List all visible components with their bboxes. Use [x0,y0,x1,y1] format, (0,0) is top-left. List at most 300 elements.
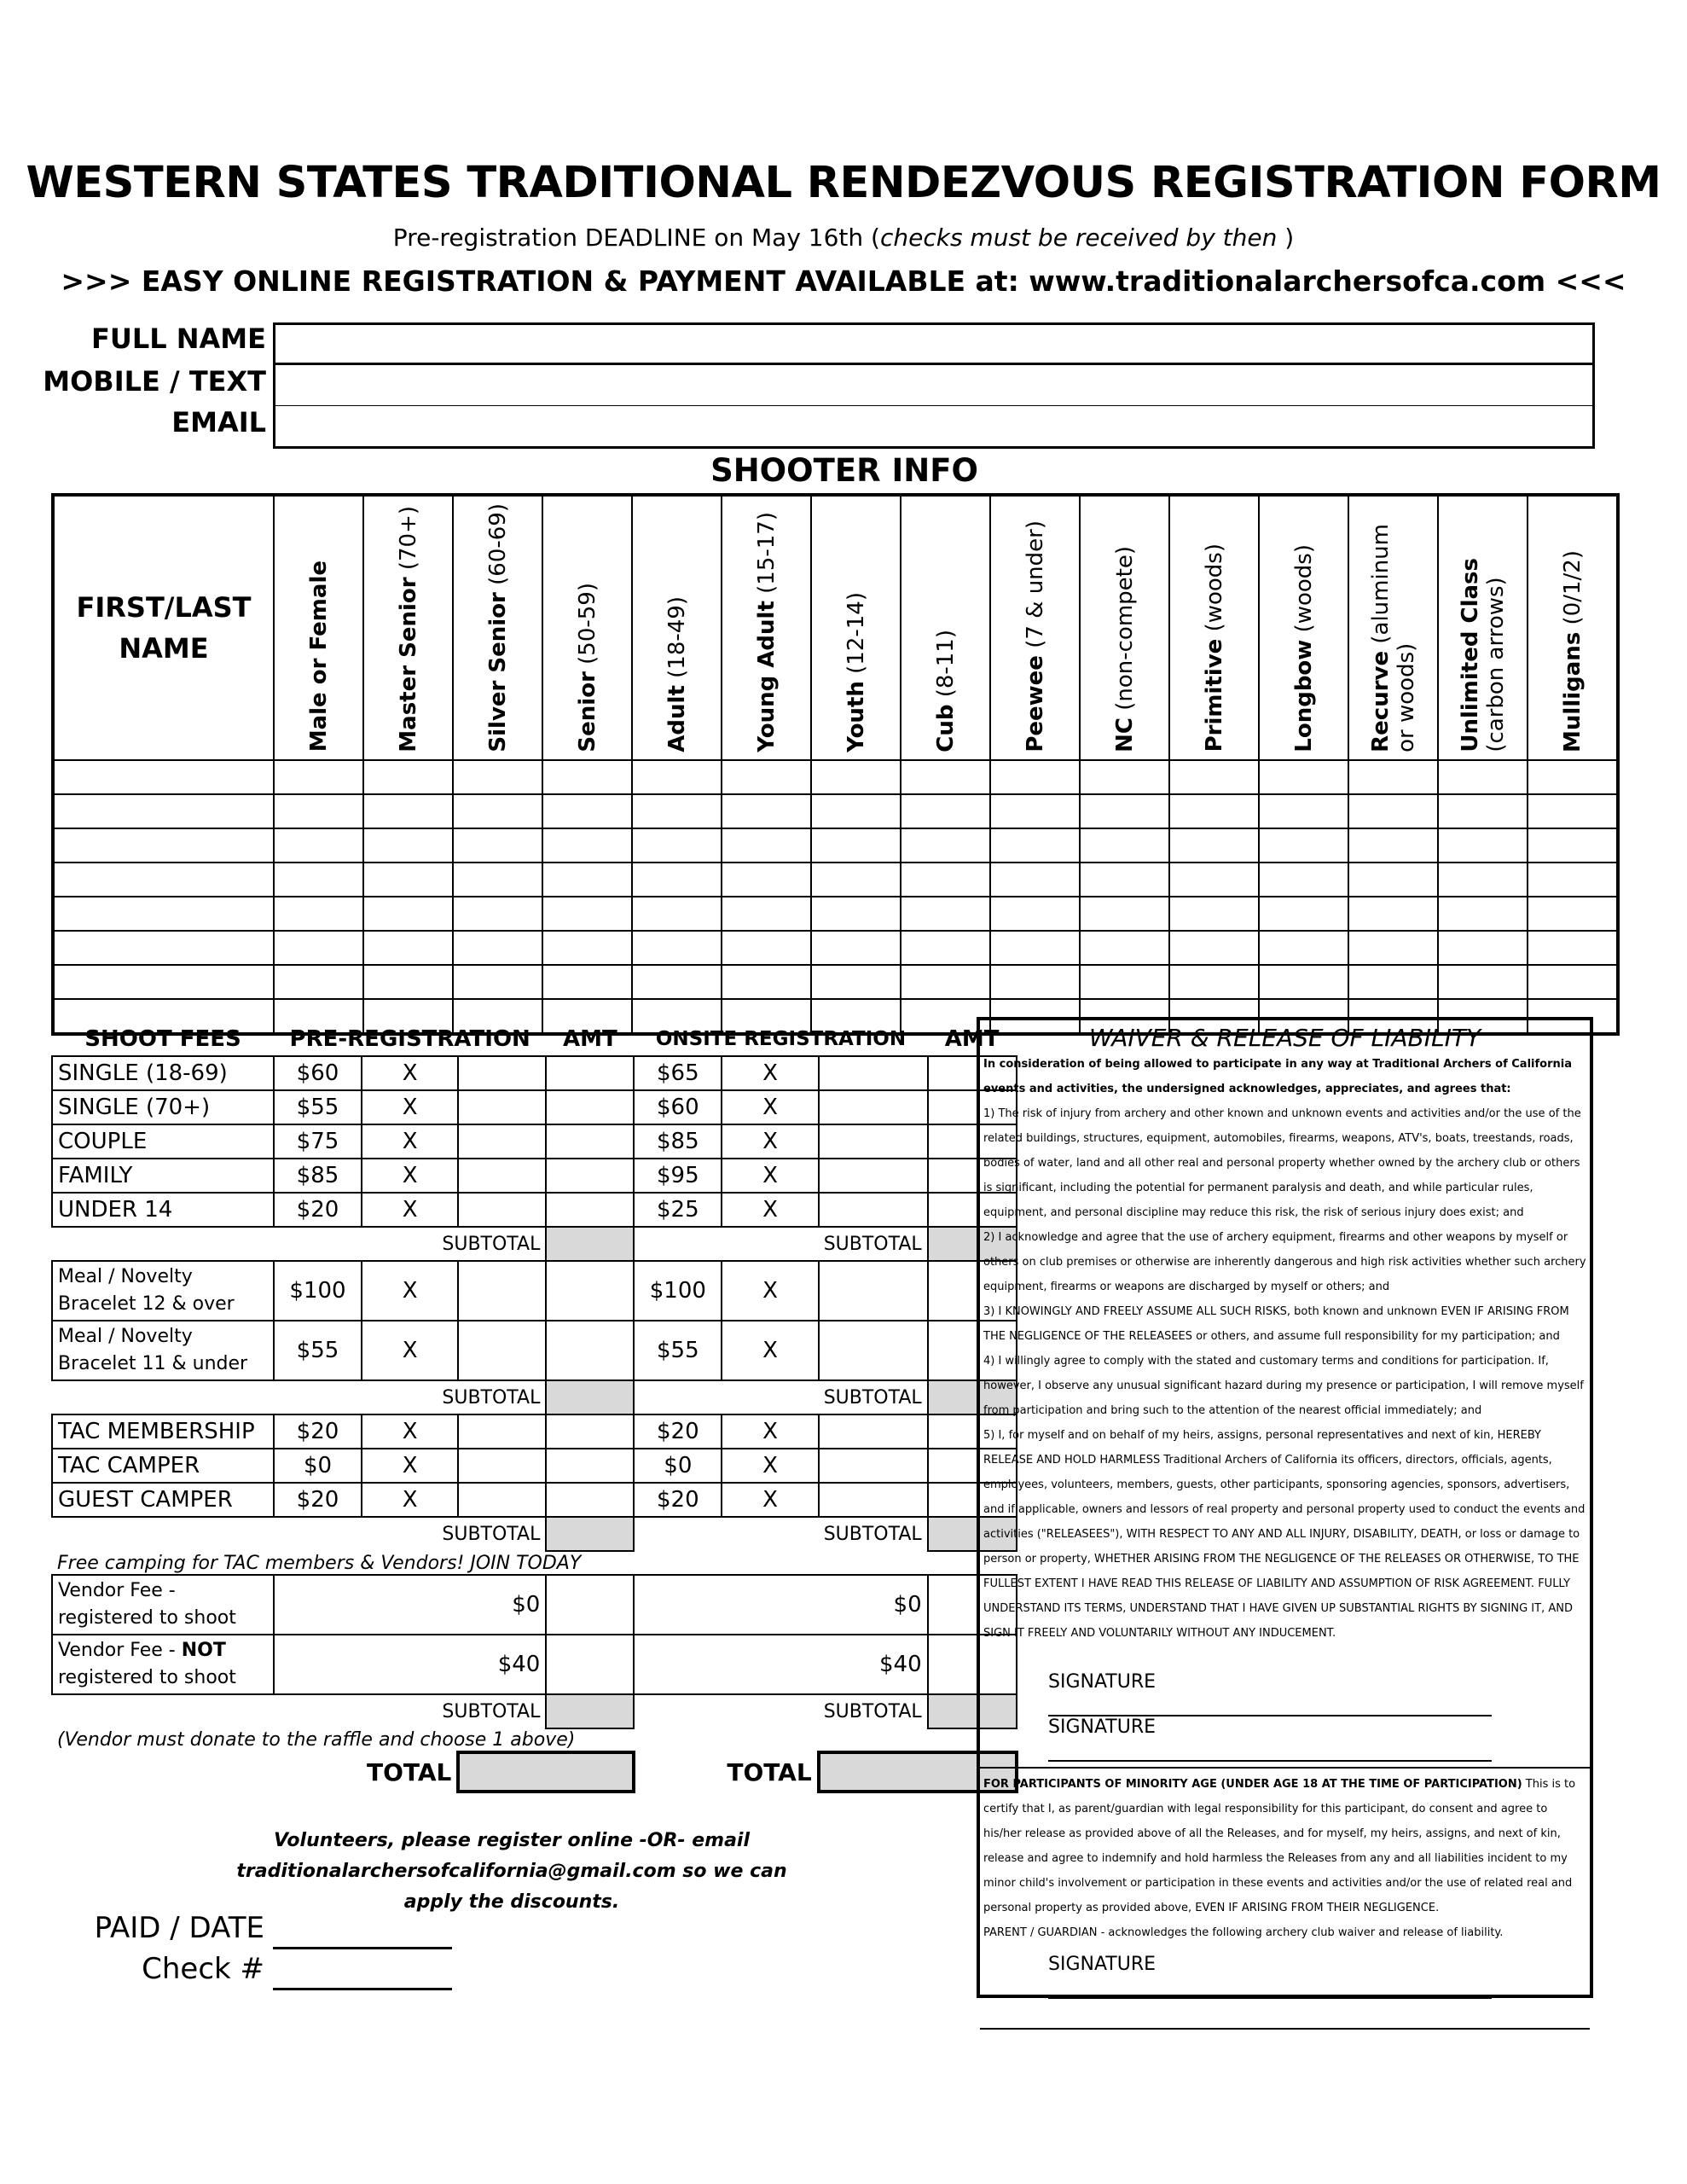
category-header: Master Senior (70+) [363,495,453,760]
minor-consent: FOR PARTICIPANTS OF MINORITY AGE (UNDER AGE 18 AT THE TIME OF PARTICIPATION) This is to certify that I, as parent/guardian with legal responsibility for this participant, do consent and agree to his/her release as provided above of all the Releases, and for myself, my heirs, assigns, and next of kin, release and agree to indemnify and hold harmless the Releases from any and all liabilities incident to my minor child's involvement or participation in these events and activities and/or the use of related real and personal property as provided above, EVEN IF ARISING FROM THEIR NEGLIGENCE. [983,1778,1576,1914]
shooter-category-cell[interactable] [274,863,363,897]
shooter-name-cell[interactable] [53,794,274,828]
fee-label: UNDER 14 [52,1193,274,1227]
pre-amount-cell[interactable] [546,1124,634,1159]
shooter-category-cell[interactable] [1080,794,1169,828]
times-sign: X [362,1261,458,1321]
shooter-category-cell[interactable] [1080,965,1169,999]
shooter-category-cell[interactable] [1348,863,1438,897]
pre-total-cell[interactable] [458,1752,634,1792]
shooter-category-cell[interactable] [1259,760,1348,794]
spacer [52,1380,274,1414]
shooter-category-cell[interactable] [632,794,722,828]
shoot-fees-header: SHOOT FEES [84,1025,241,1052]
vendor-pre-amount-cell[interactable] [546,1635,634,1694]
email-label: EMAIL [171,406,266,439]
category-header: Silver Senior (60-69) [453,495,542,760]
onsite-quantity-cell[interactable] [819,1124,928,1159]
full-name-label: FULL NAME [90,322,266,355]
times-sign: X [722,1193,818,1227]
check-number-line[interactable] [273,1988,452,1990]
shooter-category-cell[interactable] [632,965,722,999]
shooter-category-cell[interactable] [274,828,363,863]
spacer [274,1694,362,1728]
onsite-registration-header: ONSITE REGISTRATION [655,1027,907,1050]
shooter-category-cell[interactable] [1169,794,1259,828]
pre-price: $20 [274,1414,362,1449]
shooter-category-cell[interactable] [1169,828,1259,863]
times-sign: X [362,1483,458,1517]
shooter-row [53,897,1618,931]
category-header: Youth (12-14) [811,495,901,760]
times-sign: X [362,1124,458,1159]
shooter-category-cell[interactable] [990,931,1080,965]
shooter-category-cell[interactable] [1438,828,1528,863]
times-sign: X [722,1261,818,1321]
shooter-category-cell[interactable] [1528,760,1618,794]
shooter-category-cell[interactable] [632,863,722,897]
shooter-category-cell[interactable] [901,828,990,863]
shooter-category-cell[interactable] [1438,863,1528,897]
subtotal-row [52,1517,1017,1551]
times-sign: X [722,1124,818,1159]
pre-quantity-cell[interactable] [458,1414,546,1449]
shooter-category-cell[interactable] [1259,965,1348,999]
times-sign: X [722,1159,818,1193]
shooter-name-cell[interactable] [53,965,274,999]
shooter-category-cell[interactable] [542,897,632,931]
fee-row [52,1321,1017,1380]
waiver-clause-3: 3) I KNOWINGLY AND FREELY ASSUME ALL SUCH RISKS, both known and unknown EVEN IF ARISING FROM THE NEGLIGENCE OF THE RELEASEES or others, and assume full responsibility for my participation; and [983,1305,1569,1343]
shooter-category-cell[interactable] [363,965,453,999]
spacer [274,1752,362,1792]
onsite-price: $55 [634,1321,722,1380]
pre-quantity-cell[interactable] [458,1449,546,1483]
pre-quantity-cell[interactable] [458,1159,546,1193]
shooter-name-cell[interactable] [53,760,274,794]
shooter-category-cell[interactable] [811,931,901,965]
spacer [274,1380,362,1414]
subtotal-row [52,1227,1017,1261]
shooter-category-cell[interactable] [722,760,811,794]
pre-subtotal-cell[interactable] [546,1517,634,1551]
pre-amount-cell[interactable] [546,1414,634,1449]
times-sign: X [722,1449,818,1483]
onsite-price: $95 [634,1159,722,1193]
shooter-category-cell[interactable] [542,965,632,999]
pre-subtotal-cell[interactable] [546,1380,634,1414]
onsite-quantity-cell[interactable] [819,1414,928,1449]
pre-quantity-cell[interactable] [458,1193,546,1227]
spacer [722,1380,818,1414]
shooter-category-cell[interactable] [363,828,453,863]
volunteer-note: Volunteers, please register online -OR- email traditionalarchersofcalifornia@gmail.com so we can apply the discounts. [236,1830,787,1913]
waiver-clause-4: 4) I willingly agree to comply with the stated and customary terms and conditions for participation. If, however, I observe any unusual significant hazard during my presence or participation, I will remove myself from participation and bring such to the attention of the nearest official immediately; and [983,1355,1584,1417]
pre-amount-cell[interactable] [546,1261,634,1321]
shooter-category-cell[interactable] [1259,794,1348,828]
fee-label: Meal / Novelty Bracelet 12 & over [52,1261,274,1321]
fee-row [52,1635,1017,1694]
pre-quantity-cell[interactable] [458,1321,546,1380]
shooter-category-cell[interactable] [1259,828,1348,863]
subtotal-label: SUBTOTAL [442,1701,541,1722]
shooter-info-title: SHOOTER INFO [710,452,978,489]
shooter-row [53,965,1618,999]
category-header: Adult (18-49) [632,495,722,760]
first-last-name-header: FIRST/LAST NAME [53,495,274,760]
shooter-category-cell[interactable] [1528,931,1618,965]
times-sign: X [362,1056,458,1090]
shooter-category-cell[interactable] [632,897,722,931]
fee-row [52,1261,1017,1321]
category-header: Primitive (woods) [1169,495,1259,760]
shooter-category-cell[interactable] [1348,965,1438,999]
spacer [634,1380,722,1414]
parent-signature-line[interactable] [1048,1975,1492,1999]
shooter-category-cell[interactable] [632,760,722,794]
onsite-quantity-cell[interactable] [819,1321,928,1380]
shooter-category-cell[interactable] [901,760,990,794]
pre-registration-header: PRE-REGISTRATION [289,1025,530,1052]
shooter-category-cell[interactable] [990,863,1080,897]
fee-row [52,1449,1017,1483]
shooter-category-cell[interactable] [1438,965,1528,999]
shooter-category-cell[interactable] [1348,897,1438,931]
times-sign: X [362,1090,458,1124]
shooter-category-cell[interactable] [363,794,453,828]
shooter-name-cell[interactable] [53,897,274,931]
times-sign: X [722,1321,818,1380]
shooter-category-cell[interactable] [990,828,1080,863]
subtotal-label: SUBTOTAL [823,1701,922,1722]
shooter-row [53,760,1618,794]
shooter-category-cell[interactable] [453,794,542,828]
shooter-category-cell[interactable] [990,965,1080,999]
shooter-category-cell[interactable] [722,828,811,863]
shooter-category-cell[interactable] [1169,863,1259,897]
fees-body [52,1056,1017,1792]
shooter-category-cell[interactable] [453,828,542,863]
email-field[interactable] [273,406,1595,449]
shoot-fees-table [51,1022,1018,1793]
shooter-category-cell[interactable] [901,897,990,931]
fee-row [52,1090,1017,1124]
times-sign: X [722,1414,818,1449]
category-header: Recurve (aluminum or woods) [1348,495,1438,760]
spacer [722,1694,818,1728]
spacer [722,1227,818,1261]
shooter-category-cell[interactable] [274,794,363,828]
spacer [722,1517,818,1551]
shooter-category-cell[interactable] [1438,760,1528,794]
spacer [52,1517,274,1551]
shooter-category-cell[interactable] [1528,897,1618,931]
vendor-pre-price: $0 [274,1575,546,1635]
shooter-category-cell[interactable] [990,760,1080,794]
free-camping-note: Free camping for TAC members & Vendors! JOIN TODAY [57,1552,582,1574]
pre-quantity-cell[interactable] [458,1261,546,1321]
spacer [52,1227,274,1261]
onsite-quantity-cell[interactable] [819,1056,928,1090]
shooter-category-cell[interactable] [274,760,363,794]
signature-row-1: SIGNATURE [980,1671,1590,1716]
shooter-category-cell[interactable] [1080,760,1169,794]
times-sign: X [362,1449,458,1483]
shooter-category-cell[interactable] [901,931,990,965]
shooter-category-cell[interactable] [542,760,632,794]
category-header: Mulligans (0/1/2) [1528,495,1618,760]
fee-label: Meal / Novelty Bracelet 11 & under [52,1321,274,1380]
shooter-category-cell[interactable] [811,897,901,931]
shooter-category-cell[interactable] [1169,965,1259,999]
shooter-category-cell[interactable] [990,897,1080,931]
times-sign: X [362,1414,458,1449]
shooter-name-cell[interactable] [53,863,274,897]
category-header: Senior (50-59) [542,495,632,760]
shooter-category-cell[interactable] [811,828,901,863]
shooter-category-cell[interactable] [632,828,722,863]
shooter-header-row [53,495,1618,760]
shooter-category-cell[interactable] [1259,931,1348,965]
shooter-category-cell[interactable] [1438,931,1528,965]
onsite-quantity-cell[interactable] [819,1090,928,1124]
shooter-category-cell[interactable] [363,897,453,931]
shooter-category-cell[interactable] [1438,794,1528,828]
shooter-category-cell[interactable] [453,931,542,965]
waiver-clause-2: 2) I acknowledge and agree that the use of archery equipment, firearms and other weapons by myself or others on club premises or otherwise are inherently dangerous and high risk activities whether such archery equipment, firearms or weapons are discharged by myself or others; and [983,1231,1586,1293]
total-label: TOTAL [727,1757,812,1786]
fee-row [52,1056,1017,1090]
pre-price: $100 [274,1261,362,1321]
onsite-price: $0 [634,1449,722,1483]
shooter-category-cell[interactable] [453,863,542,897]
shooter-category-cell[interactable] [1348,931,1438,965]
shooter-category-cell[interactable] [990,794,1080,828]
pre-amount-cell[interactable] [546,1483,634,1517]
shooter-category-cell[interactable] [1528,965,1618,999]
onsite-quantity-cell[interactable] [819,1261,928,1321]
shooter-category-cell[interactable] [453,965,542,999]
waiver-title: WAIVER & RELEASE OF LIABILITY [1088,1024,1481,1052]
pre-subtotal-cell[interactable] [546,1227,634,1261]
shooter-category-cell[interactable] [542,828,632,863]
shooter-category-cell[interactable] [1348,794,1438,828]
times-sign: X [362,1159,458,1193]
vendor-pre-amount-cell[interactable] [546,1575,634,1635]
times-sign: X [722,1056,818,1090]
shooter-category-cell[interactable] [901,965,990,999]
waiver-clause-1: 1) The risk of injury from archery and other known and unknown events and activities and/or the use of the related buildings, structures, equipment, automobiles, firearms, weapons, ATV's, boats, treestands, roads, bodies of water, land and all other real and personal property whether owned by the archery club or others is significant, including the potential for permanent paralysis and death, and while particular rules, equipment, and personal discipline may reduce this risk, the risk of serious injury does exist; and [983,1107,1581,1219]
total-label: TOTAL [367,1757,452,1786]
times-sign: X [722,1483,818,1517]
signature-line-1[interactable] [1048,1693,1492,1716]
pre-quantity-cell[interactable] [458,1483,546,1517]
shooter-category-cell[interactable] [1259,863,1348,897]
shooter-category-cell[interactable] [542,863,632,897]
category-header: Unlimited Class (carbon arrows) [1438,495,1528,760]
vendor-onsite-price: $0 [634,1575,927,1635]
pre-amount-cell[interactable] [546,1159,634,1193]
amt-header: AMT [562,1025,617,1052]
shooter-category-cell[interactable] [811,965,901,999]
shooter-row [53,863,1618,897]
shooter-name-cell[interactable] [53,931,274,965]
subtotal-row [52,1694,1017,1728]
fee-row [52,1193,1017,1227]
spacer [52,1752,274,1792]
shooter-category-cell[interactable] [453,897,542,931]
spacer [634,1227,722,1261]
shooter-category-cell[interactable] [1438,897,1528,931]
category-header: Cub (8-11) [901,495,990,760]
paid-date-line[interactable] [273,1947,452,1949]
onsite-price: $85 [634,1124,722,1159]
category-header: Young Adult (15-17) [722,495,811,760]
shooter-category-cell[interactable] [1259,897,1348,931]
shooter-category-cell[interactable] [722,897,811,931]
shooter-category-cell[interactable] [1528,794,1618,828]
shooter-category-cell[interactable] [1348,828,1438,863]
shooter-category-cell[interactable] [1080,863,1169,897]
fee-row [52,1414,1017,1449]
category-header: Peewee (7 & under) [990,495,1080,760]
fee-row [52,1575,1017,1635]
fee-label: SINGLE (70+) [52,1090,274,1124]
signature-line-2[interactable] [1048,1738,1492,1762]
onsite-price: $20 [634,1414,722,1449]
spacer [274,1517,362,1551]
pre-quantity-cell[interactable] [458,1056,546,1090]
shooter-category-cell[interactable] [722,965,811,999]
fee-label: Vendor Fee - registered to shoot [52,1575,274,1635]
onsite-quantity-cell[interactable] [819,1193,928,1227]
pre-price: $75 [274,1124,362,1159]
shooter-category-cell[interactable] [363,760,453,794]
online-registration-banner: >>> EASY ONLINE REGISTRATION & PAYMENT AVAILABLE at: www.traditionalarchersofca.com <<< [61,264,1626,298]
shooter-category-cell[interactable] [1080,931,1169,965]
pre-amount-cell[interactable] [546,1056,634,1090]
waiver-box [977,1017,1593,1998]
fee-label: TAC CAMPER [52,1449,274,1483]
pre-price: $20 [274,1193,362,1227]
subtotal-label: SUBTOTAL [823,1233,922,1255]
deadline-note: Pre-registration DEADLINE on May 16th (checks must be received by then ) [392,224,1295,252]
pre-amount-cell[interactable] [546,1321,634,1380]
pre-amount-cell[interactable] [546,1193,634,1227]
pre-subtotal-cell[interactable] [546,1694,634,1728]
shooter-category-cell[interactable] [1348,760,1438,794]
category-header: Male or Female [274,495,363,760]
pre-price: $55 [274,1321,362,1380]
onsite-quantity-cell[interactable] [819,1449,928,1483]
shooter-category-cell[interactable] [363,863,453,897]
shooter-name-cell[interactable] [53,828,274,863]
onsite-quantity-cell[interactable] [819,1483,928,1517]
full-name-field[interactable] [273,322,1595,365]
shooter-category-cell[interactable] [1169,931,1259,965]
signature-row-2: SIGNATURE [980,1716,1590,1762]
parent-acknowledgement: PARENT / GUARDIAN - acknowledges the following archery club waiver and release of liability. [983,1926,1504,1939]
onsite-price: $100 [634,1261,722,1321]
shooter-category-cell[interactable] [1169,760,1259,794]
shooter-category-cell[interactable] [274,965,363,999]
subtotal-label: SUBTOTAL [442,1386,541,1409]
vendor-note: (Vendor must donate to the raffle and choose 1 above) [57,1729,576,1751]
pre-price: $85 [274,1159,362,1193]
shooter-category-cell[interactable] [1080,828,1169,863]
pre-price: $20 [274,1483,362,1517]
vendor-onsite-price: $40 [634,1635,927,1694]
mobile-field[interactable] [273,365,1595,408]
shooter-category-cell[interactable] [722,931,811,965]
onsite-quantity-cell[interactable] [819,1159,928,1193]
shooter-category-cell[interactable] [274,931,363,965]
category-header: Longbow (woods) [1259,495,1348,760]
subtotal-label: SUBTOTAL [442,1233,541,1255]
shooter-category-cell[interactable] [274,897,363,931]
fee-label: GUEST CAMPER [52,1483,274,1517]
spacer [634,1517,722,1551]
spacer [634,1752,722,1792]
shooter-row [53,794,1618,828]
times-sign: X [722,1090,818,1124]
shooter-category-cell[interactable] [722,794,811,828]
subtotal-label: SUBTOTAL [442,1524,541,1545]
fee-label: Vendor Fee - NOT registered to shoot [52,1635,274,1694]
waiver-clause-5: 5) I, for myself and on behalf of my heirs, assigns, personal representatives and next of kin, HEREBY RELEASE AND HOLD HARMLESS Traditional Archers of California its officers, directors, officials, agents, employees, volunteers, members, guests, other participants, sponsoring agencies, sponsors, advertisers, and if applicable, owners and lessors of real property and personal property used to conduct the events and activities ("RELEASEES"), WITH RESPECT TO ANY AND ALL INJURY, DISABILITY, DEATH, or loss or damage to person or property, WHETHER ARISING FROM THE NEGLIGENCE OF THE RELEASES OR OTHERWISE, TO THE FULLEST EXTENT I HAVE READ THIS RELEASE OF LIABILITY AND ASSUMPTION OF RISK AGREEMENT. FULLY UNDERSTAND ITS TERMS, UNDERSTAND THAT I HAVE GIVEN UP SUBSTANTIAL RIGHTS BY SIGNING IT, AND SIGN IT FREELY AND VOLUNTARILY WITHOUT ANY INDUCEMENT. [983,1429,1586,1640]
free-camping-row [52,1551,1017,1575]
pre-price: $55 [274,1090,362,1124]
shooter-category-cell[interactable] [901,863,990,897]
shooter-category-cell[interactable] [1528,863,1618,897]
amt-header-2: AMT [944,1025,1000,1052]
spacer [274,1227,362,1261]
vendor-note-row [52,1728,1017,1752]
shooter-category-cell[interactable] [901,794,990,828]
shooter-category-cell[interactable] [1169,897,1259,931]
shooter-category-cell[interactable] [542,794,632,828]
shooter-row [53,828,1618,863]
shooter-category-cell[interactable] [811,760,901,794]
pre-amount-cell[interactable] [546,1449,634,1483]
fee-label: FAMILY [52,1159,274,1193]
shooter-category-cell[interactable] [1080,897,1169,931]
shooter-category-cell[interactable] [811,794,901,828]
paid-date-label: PAID / DATE [94,1911,264,1945]
fee-row [52,1159,1017,1193]
shooter-category-cell[interactable] [632,931,722,965]
shooter-category-cell[interactable] [1528,828,1618,863]
shooter-row [53,931,1618,965]
pre-quantity-cell[interactable] [458,1090,546,1124]
signature-separator [980,1767,1590,1769]
mobile-label: MOBILE / TEXT [43,365,266,398]
shooter-category-cell[interactable] [453,760,542,794]
shooter-category-cell[interactable] [722,863,811,897]
fee-row [52,1124,1017,1159]
shooter-category-cell[interactable] [363,931,453,965]
onsite-price: $60 [634,1090,722,1124]
pre-quantity-cell[interactable] [458,1124,546,1159]
shooter-category-cell[interactable] [542,931,632,965]
check-number-label: Check # [142,1952,264,1986]
subtotal-label: SUBTOTAL [823,1524,922,1545]
total-row [52,1752,1017,1792]
pre-amount-cell[interactable] [546,1090,634,1124]
shooter-category-cell[interactable] [811,863,901,897]
times-sign: X [362,1193,458,1227]
onsite-price: $25 [634,1193,722,1227]
